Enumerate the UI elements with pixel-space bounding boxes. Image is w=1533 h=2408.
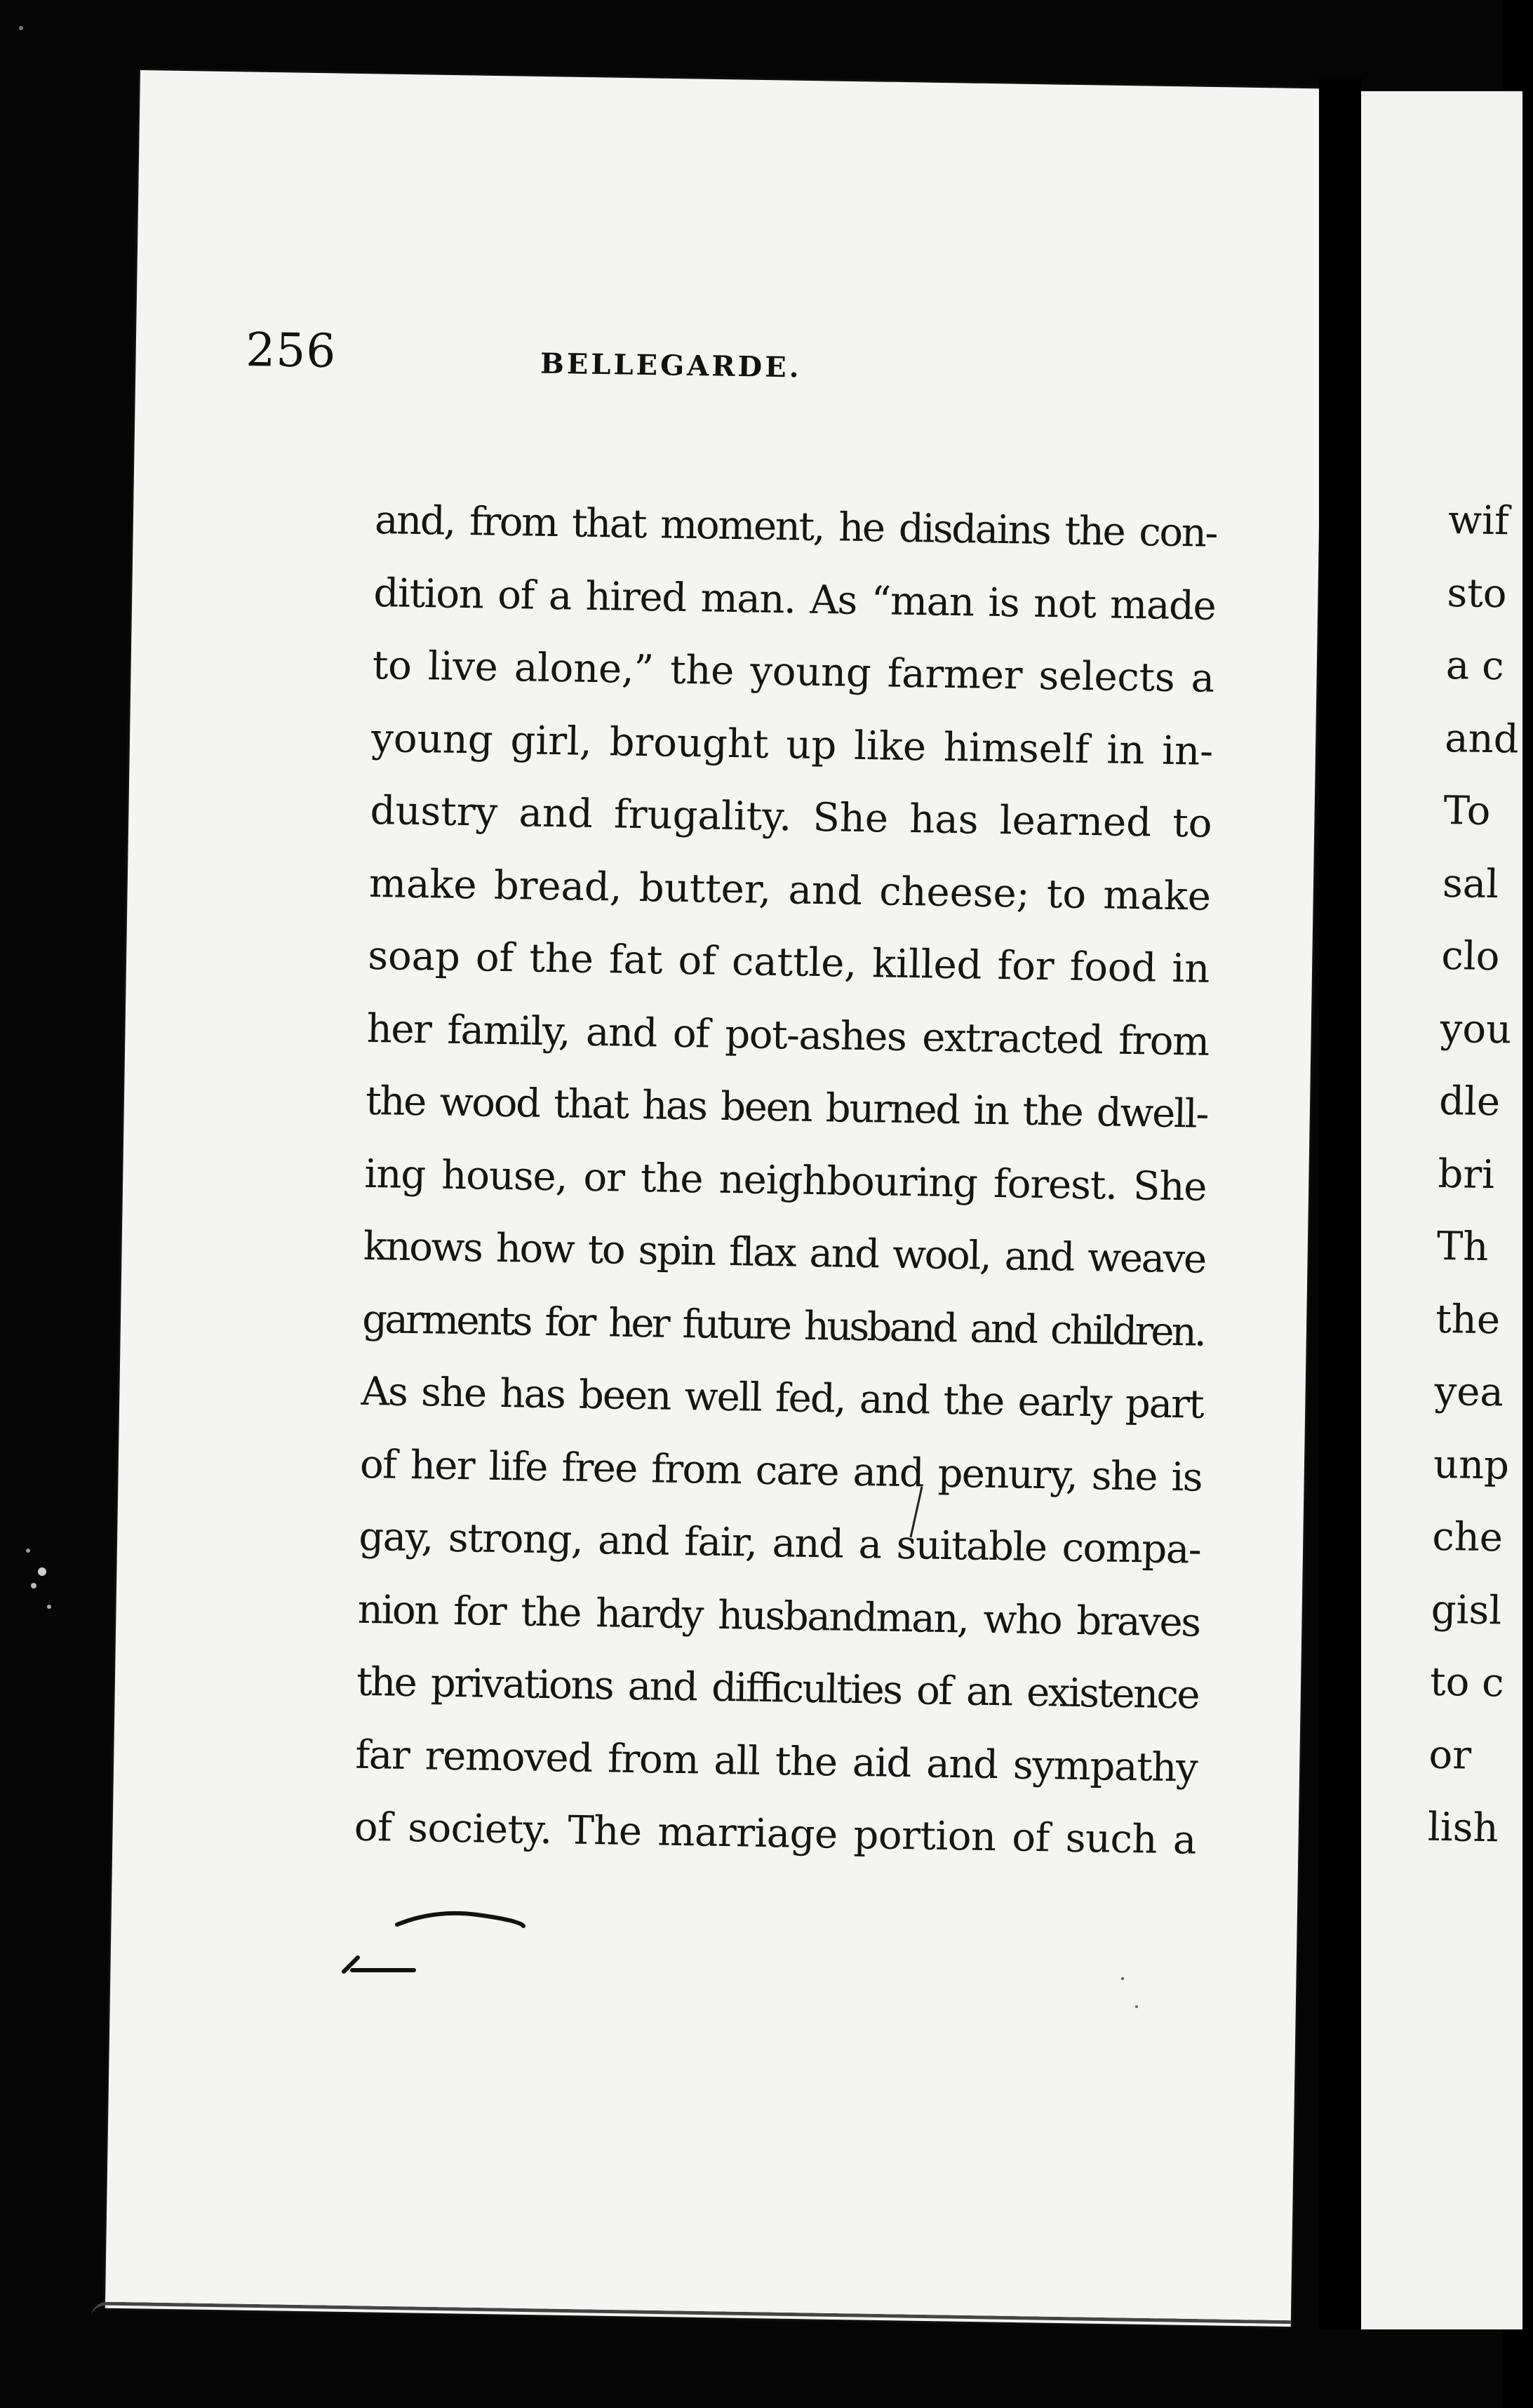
text-line: nion for the hardy husbandman, who braves [357, 1586, 1200, 1646]
next-page-fragment: the [1435, 1296, 1501, 1343]
next-page-fragment: clo [1440, 932, 1500, 980]
text-line: and, from that moment, he disdains the con- [374, 497, 1217, 556]
next-page-fragment: yea [1434, 1368, 1504, 1416]
pencil-dash-mark [337, 1951, 421, 1979]
text-line: of society. The marriage portion of such a [354, 1804, 1197, 1864]
text-line: ing house, or the neighbouring forest. She [364, 1151, 1207, 1210]
text-line: the privations and difficulties of an existence [356, 1659, 1199, 1718]
text-line: garments for her future husband and children. [361, 1296, 1205, 1356]
text-line: dition of a hired man. As “man is not made [373, 570, 1216, 629]
book-gutter [1319, 77, 1361, 2329]
pencil-underline-mark [393, 1905, 526, 1933]
next-page-fragment: lish [1427, 1804, 1499, 1852]
text-line: to live alone,” the young farmer selects a [372, 642, 1215, 702]
pencil-slash-mark [905, 1484, 926, 1540]
next-page-fragment: you [1440, 1005, 1512, 1052]
next-page-fragment: che [1431, 1513, 1504, 1561]
text-line: make bread, butter, and cheese; to make [368, 860, 1212, 920]
next-page-fragment: or [1428, 1732, 1472, 1779]
text-line: knows how to spin flax and wool, and weave [363, 1223, 1206, 1283]
next-page-fragment: gisl [1431, 1586, 1502, 1633]
text-line: young girl, brought up like himself in in- [370, 715, 1214, 775]
running-head: BELLEGARDE. [540, 347, 802, 384]
text-line: far removed from all the aid and sympathy [355, 1732, 1198, 1791]
next-page-fragment: sto [1447, 570, 1508, 617]
next-page-fragment: Th [1436, 1223, 1489, 1271]
text-line: soap of the fat of cattle, killed for food in [367, 932, 1210, 992]
page-number: 256 [245, 323, 337, 379]
next-page-fragment: sal [1442, 860, 1499, 907]
next-page-fragment: unp [1433, 1441, 1510, 1489]
text-line: dustry and frugality. She has learned to [370, 787, 1213, 847]
next-page-fragment: to c [1429, 1659, 1505, 1706]
next-page-fragment: and [1444, 715, 1520, 763]
body-text [354, 484, 1217, 1877]
next-page-fragment: To [1443, 787, 1491, 834]
text-line: As she has been well fed, and the early part [361, 1368, 1204, 1428]
text-line: her family, and of pot-ashes extracted from [366, 1005, 1210, 1065]
text-line: the wood that has been burned in the dwell- [365, 1078, 1208, 1137]
next-page-fragment: a c [1445, 642, 1505, 690]
text-line: of her life free from care and penury, she is [359, 1441, 1203, 1501]
next-page-fragment: bri [1438, 1151, 1495, 1198]
text-line: gay, strong, and fair, and a suitable compa- [358, 1513, 1201, 1573]
next-page-fragment: dle [1438, 1078, 1501, 1125]
page-header [245, 323, 1158, 421]
next-page-fragment: wif [1447, 497, 1510, 544]
